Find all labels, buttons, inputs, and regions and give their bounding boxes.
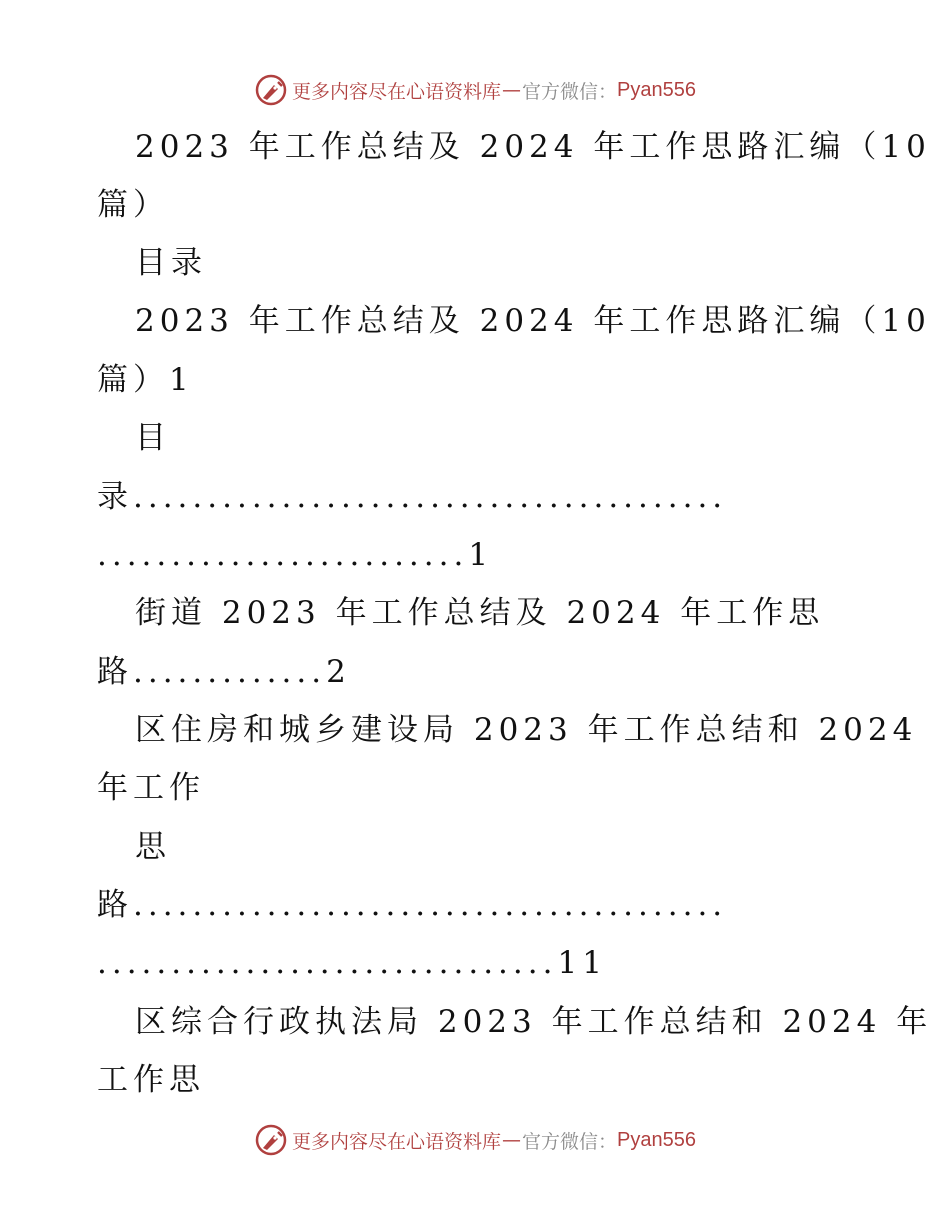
banner-separator: —	[502, 1129, 522, 1151]
document-title-line2: 篇）	[97, 187, 169, 223]
pen-nib-logo-icon	[254, 1123, 288, 1157]
toc-entry-2-line1: 目	[135, 420, 171, 456]
banner-text: 更多内容尽在心语资料库	[292, 80, 502, 103]
pen-nib-logo-icon	[254, 73, 288, 107]
toc-entry-5-line2: 工作思	[97, 1062, 205, 1098]
toc-entry-5-line1: 区综合行政执法局 2023 年工作总结和 2024 年	[135, 1004, 933, 1040]
banner-text: 更多内容尽在心语资料库	[292, 1130, 502, 1153]
toc-entry-1-line2: 篇）1	[97, 362, 194, 398]
banner-wechat-id: Pyan556	[617, 78, 696, 101]
document-title-line1: 2023 年工作总结及 2024 年工作思路汇编（10	[135, 129, 931, 165]
toc-entry-4-line3: 思	[135, 829, 171, 865]
toc-entry-4-line5: ...............................11	[97, 945, 607, 981]
toc-entry-4-line1: 区住房和城乡建设局 2023 年工作总结和 2024	[135, 712, 918, 748]
header-banner	[0, 70, 950, 110]
toc-entry-4-line2: 年工作	[97, 770, 205, 806]
toc-entry-3-line1: 街道 2023 年工作总结及 2024 年工作思	[135, 595, 825, 631]
banner-wechat-id: Pyan556	[617, 1128, 696, 1151]
toc-entry-2-line3: .........................1	[97, 537, 494, 573]
banner-wechat-label: 官方微信：	[522, 1130, 618, 1153]
toc-heading: 目录	[135, 245, 207, 281]
banner-separator: —	[502, 79, 522, 101]
toc-entry-3-line2: 路.............2	[97, 654, 351, 690]
footer-banner	[0, 1120, 950, 1160]
toc-entry-1-line1: 2023 年工作总结及 2024 年工作思路汇编（10	[135, 303, 931, 339]
toc-entry-4-line4: 路........................................	[97, 887, 728, 923]
banner-wechat-label: 官方微信：	[522, 80, 618, 103]
toc-entry-2-line2: 录........................................	[97, 479, 728, 515]
